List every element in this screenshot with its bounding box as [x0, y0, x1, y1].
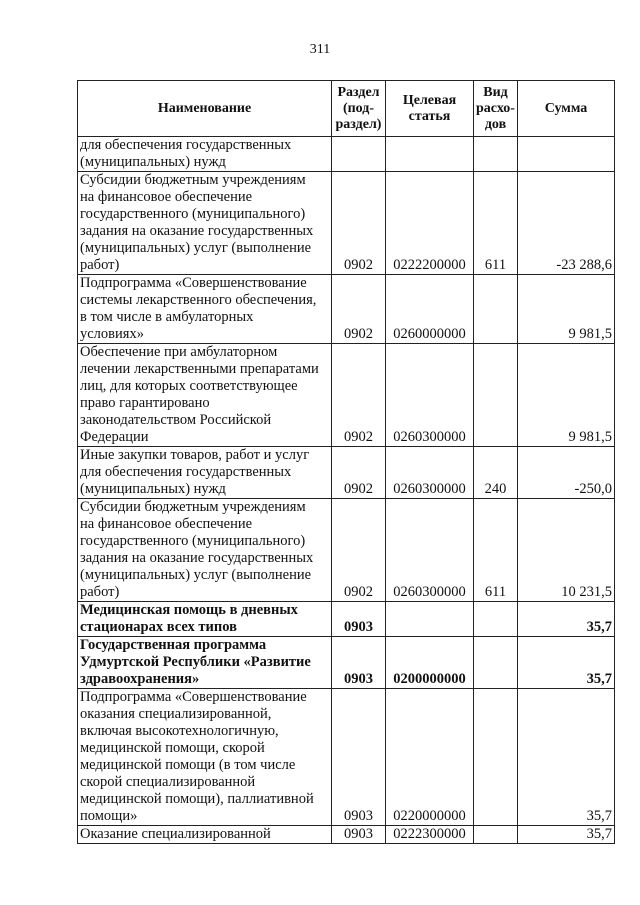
cell-kind: [474, 275, 518, 344]
header-name: Наименование: [78, 81, 332, 137]
cell-sum: 35,7: [518, 826, 615, 844]
cell-name: Подпрограмма «Совершенствование оказания специализированной, включая высокотехнологичную, медицинской помощи, скорой медицинской помощи (в том числе скорой специализированной медицинской помощи), паллиативной помощи»: [78, 689, 332, 826]
cell-kind: [474, 826, 518, 844]
table-row: [78, 499, 615, 602]
table-row: [78, 689, 615, 826]
table-row: [78, 602, 615, 637]
cell-article: 0260300000: [386, 499, 474, 602]
header-kind: Вид расхо- дов: [474, 81, 518, 137]
cell-sum: 10 231,5: [518, 499, 615, 602]
cell-article: 0220000000: [386, 689, 474, 826]
table-row: [78, 172, 615, 275]
cell-name: Иные закупки товаров, работ и услуг для обеспечения государственных (муниципальных) нужд: [78, 447, 332, 499]
cell-sum: 9 981,5: [518, 344, 615, 447]
budget-table: [77, 80, 615, 844]
cell-sum: 35,7: [518, 689, 615, 826]
cell-article: 0260300000: [386, 447, 474, 499]
cell-article: 0200000000: [386, 637, 474, 689]
cell-article: 0260300000: [386, 344, 474, 447]
cell-name: Оказание специализированной: [78, 826, 332, 844]
cell-section: 0902: [332, 499, 386, 602]
cell-section: 0903: [332, 602, 386, 637]
cell-section: 0902: [332, 344, 386, 447]
cell-section: 0903: [332, 637, 386, 689]
cell-kind: 611: [474, 172, 518, 275]
cell-name: Медицинская помощь в дневных стационарах всех типов: [78, 602, 332, 637]
cell-name: Субсидии бюджетным учреждениям на финансовое обеспечение государственного (муниципального) задания на оказание государственных (муниципальных) услуг (выполнение работ): [78, 499, 332, 602]
cell-kind: [474, 637, 518, 689]
cell-kind: [474, 602, 518, 637]
cell-section: 0902: [332, 275, 386, 344]
cell-kind: [474, 344, 518, 447]
table-row: [78, 637, 615, 689]
table-header-row: [78, 81, 615, 137]
cell-name: Субсидии бюджетным учреждениям на финансовое обеспечение государственного (муниципального) задания на оказание государственных (муниципальных) услуг (выполнение работ): [78, 172, 332, 275]
header-sum: Сумма: [518, 81, 615, 137]
cell-article: 0222300000: [386, 826, 474, 844]
cell-section: 0902: [332, 172, 386, 275]
cell-article: 0222200000: [386, 172, 474, 275]
page-number: 311: [309, 42, 331, 57]
cell-sum: -250,0: [518, 447, 615, 499]
cell-sum: 35,7: [518, 637, 615, 689]
cell-name: Подпрограмма «Совершенствование системы лекарственного обеспечения, в том числе в амбулаторных условиях»: [78, 275, 332, 344]
cell-section: 0902: [332, 447, 386, 499]
cell-kind: 611: [474, 499, 518, 602]
cell-article: 0260000000: [386, 275, 474, 344]
table-row: [78, 826, 615, 844]
table-row: [78, 275, 615, 344]
cell-name: для обеспечения государственных (муниципальных) нужд: [78, 137, 332, 172]
cell-kind: 240: [474, 447, 518, 499]
cell-name: Обеспечение при амбулаторном лечении лекарственными препаратами лиц, для которых соответствующее право гарантировано законодательством Российской Федерации: [78, 344, 332, 447]
cell-section: [332, 137, 386, 172]
cell-section: 0903: [332, 826, 386, 844]
cell-sum: 35,7: [518, 602, 615, 637]
table-row: [78, 137, 615, 172]
cell-sum: 9 981,5: [518, 275, 615, 344]
cell-name: Государственная программа Удмуртской Республики «Развитие здравоохранения»: [78, 637, 332, 689]
cell-article: [386, 602, 474, 637]
cell-article: [386, 137, 474, 172]
cell-section: 0903: [332, 689, 386, 826]
header-section: Раздел (под- раздел): [332, 81, 386, 137]
cell-sum: -23 288,6: [518, 172, 615, 275]
table-row: [78, 447, 615, 499]
header-article: Целевая статья: [386, 81, 474, 137]
cell-kind: [474, 689, 518, 826]
cell-sum: [518, 137, 615, 172]
table-row: [78, 344, 615, 447]
cell-kind: [474, 137, 518, 172]
